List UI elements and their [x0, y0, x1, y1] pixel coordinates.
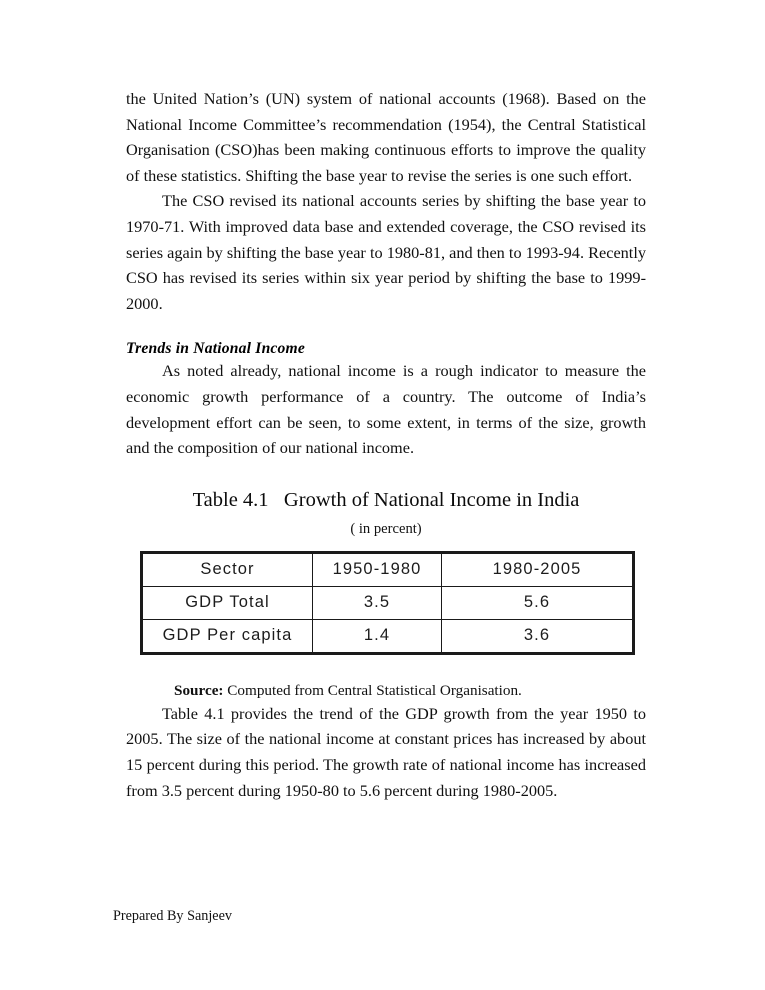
growth-of-national-income-table [140, 551, 635, 655]
table-units-note: ( in percent) [350, 520, 422, 537]
table-cell-sector-gdp-per-capita: GDP Per capita [142, 619, 313, 653]
table-container [140, 551, 632, 655]
table-cell-sector-gdp-total: GDP Total [142, 586, 313, 619]
footer-prepared-by: Prepared By Sanjeev [113, 908, 232, 924]
page-content [126, 86, 646, 803]
source-text: Computed from Central Statistical Organisation. [223, 681, 522, 699]
paragraph-cso-revisions: The CSO revised its national accounts series by shifting the base year to 1970-71. With improved data base and extended coverage, the CSO revised its series again by shifting the base year to 1980-81, and then to 1993-94. Recently CSO has revised its series within six year period by shifting the base to 1999-2000. [126, 191, 646, 313]
paragraph-trend-summary: Table 4.1 provides the trend of the GDP growth from the year 1950 to 2005. The size of the national income at constant prices has increased by about 15 percent during this period. The growth rate of national income has increased from 3.5 percent during 1950-80 to 5.6 percent during 1980-2005. [126, 703, 646, 800]
table-cell-gdp-per-capita-1980-2005: 3.6 [442, 619, 634, 653]
table-source-line [174, 681, 646, 701]
section-heading-trends-in-national-income: Trends in National Income [126, 340, 306, 358]
table-caption: Table 4.1 Growth of National Income in India [192, 488, 580, 511]
table-cell-gdp-total-1950-1980: 3.5 [313, 586, 442, 619]
table-header-1950-1980: 1950-1980 [313, 552, 442, 586]
table-cell-gdp-per-capita-1950-1980: 1.4 [313, 619, 442, 653]
table-row [142, 586, 634, 619]
source-label: Source: [174, 681, 224, 699]
paragraph-national-income-indicator: As noted already, national income is a rough indicator to measure the economic growth performance of a country. The outcome of India’s development effort can be seen, to some extent, in terms of the size, growth and the composition of our national income. [126, 361, 646, 458]
table-row [142, 619, 634, 653]
table-header-row [142, 552, 634, 586]
table-header-sector: Sector [142, 552, 313, 586]
table-cell-gdp-total-1980-2005: 5.6 [442, 586, 634, 619]
paragraph-accounts: the United Nation’s (UN) system of national accounts (1968). Based on the National Income Committee’s recommendation (1954), the Central Statistical Organisation (CSO)has been making continuous efforts to improve the quality of these statistics. Shifting the base year to revise the series is one such effort. [126, 89, 646, 185]
table-header-1980-2005: 1980-2005 [442, 552, 634, 586]
